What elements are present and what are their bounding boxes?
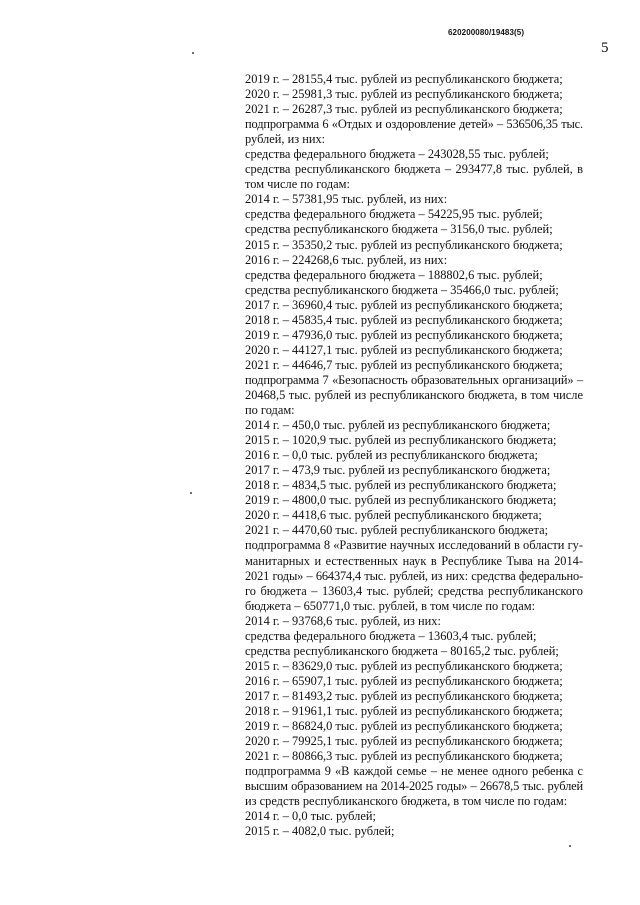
text-line: 2014 г. – 0,0 тыс. рублей; (245, 809, 376, 824)
text-line: средства республиканского бюджета – 35466,0 тыс. рублей; (245, 282, 559, 297)
text-line: из средств республиканского бюджета, в том числе по годам: (245, 794, 568, 809)
text-line: 2019 г. – 28155,4 тыс. рублей из республиканского бюджета; (245, 72, 563, 86)
text-line: 2017 г. – 81493,2 тыс. рублей из республиканского бюджета; (245, 688, 563, 703)
text-line: бюджета – 650771,0 тыс. рублей, в том числе по годам: (245, 598, 536, 613)
text-line: 2018 г. – 91961,1 тыс. рублей из республиканского бюджета; (245, 703, 563, 718)
text-line: 2021 г. – 44646,7 тыс. рублей из республиканского бюджета; (245, 357, 563, 372)
text-line: 2020 г. – 25981,3 тыс. рублей из республиканского бюджета; (245, 87, 563, 102)
text-line: подпрограмма 6 «Отдых и оздоровление детей» – 536506,35 тыс. (245, 117, 583, 132)
text-line: средства федерального бюджета – 13603,4 тыс. рублей; (245, 628, 537, 643)
text-line: 2020 г. – 79925,1 тыс. рублей из республиканского бюджета; (245, 734, 563, 749)
scan-speck (569, 845, 571, 847)
text-line: 2021 г. – 26287,3 тыс. рублей из республиканского бюджета; (245, 102, 563, 117)
text-line: 2019 г. – 4800,0 тыс. рублей из республиканского бюджета; (245, 493, 557, 508)
text-line: 20468,5 тыс. рублей из республиканского бюджета, в том числе (245, 387, 583, 402)
text-line: средства федерального бюджета – 243028,55 тыс. рублей; (245, 147, 549, 162)
text-line: 2014 г. – 57381,95 тыс. рублей, из них: (245, 192, 448, 207)
text-line: 2016 г. – 0,0 тыс. рублей из республиканского бюджета; (245, 448, 538, 463)
text-line: 2017 г. – 36960,4 тыс. рублей из республиканского бюджета; (245, 297, 563, 312)
document-body (245, 72, 583, 839)
text-line: рублей, из них: (245, 132, 326, 147)
text-line: средства республиканского бюджета – 293477,8 тыс. рублей, в (245, 162, 583, 177)
text-line: 2016 г. – 224268,6 тыс. рублей, из них: (245, 252, 448, 267)
text-line: 2018 г. – 4834,5 тыс. рублей из республиканского бюджета; (245, 478, 557, 493)
text-line: высшим образованием на 2014-2025 годы» – 26678,5 тыс. рублей (245, 779, 583, 794)
text-line: подпрограмма 7 «Безопасность образовательных организаций» – (245, 372, 583, 387)
text-line: 2014 г. – 450,0 тыс. рублей из республиканского бюджета; (245, 418, 551, 433)
text-line: 2015 г. – 83629,0 тыс. рублей из республиканского бюджета; (245, 658, 563, 673)
text-line: 2020 г. – 44127,1 тыс. рублей из республиканского бюджета; (245, 342, 563, 357)
document-id: 620200080/19483(5) (448, 28, 525, 37)
text-line: по годам: (245, 403, 295, 418)
text-line: средства федерального бюджета – 54225,95 тыс. рублей; (245, 207, 543, 222)
text-line: 2015 г. – 35350,2 тыс. рублей из республиканского бюджета; (245, 237, 563, 252)
text-line: 2019 г. – 47936,0 тыс. рублей из республиканского бюджета; (245, 327, 563, 342)
text-line: 2020 г. – 4418,6 тыс. рублей республиканского бюджета; (245, 508, 542, 523)
text-line: манитарных и естественных наук в Республике Тыва на 2014- (245, 553, 583, 568)
text-line: 2017 г. – 473,9 тыс. рублей из республиканского бюджета; (245, 463, 551, 478)
text-line: 2016 г. – 65907,1 тыс. рублей из республиканского бюджета; (245, 673, 563, 688)
text-line: подпрограмма 9 «В каждой семье – не менее одного ребенка с (245, 764, 583, 779)
text-line: 2015 г. – 4082,0 тыс. рублей; (245, 824, 395, 839)
page-number: 5 (601, 40, 609, 56)
scan-speck (192, 52, 194, 54)
text-line: 2021 годы» – 664374,4 тыс. рублей, из них: средства федерально- (245, 568, 583, 583)
text-line: 2021 г. – 4470,60 тыс. рублей республиканского бюджета; (245, 523, 549, 538)
text-line: средства республиканского бюджета – 3156,0 тыс. рублей; (245, 222, 553, 237)
text-line: 2015 г. – 1020,9 тыс. рублей из республиканского бюджета; (245, 433, 557, 448)
text-line: 2021 г. – 80866,3 тыс. рублей из республиканского бюджета; (245, 749, 563, 764)
text-line: 2018 г. – 45835,4 тыс. рублей из республиканского бюджета; (245, 312, 563, 327)
text-line: 2014 г. – 93768,6 тыс. рублей, из них: (245, 613, 441, 628)
text-line: том числе по годам: (245, 177, 350, 192)
scan-speck (190, 492, 192, 494)
text-line: 2019 г. – 86824,0 тыс. рублей из республиканского бюджета; (245, 719, 563, 734)
text-line: подпрограмма 8 «Развитие научных исследований в области гу- (245, 538, 583, 553)
text-line: средства республиканского бюджета – 80165,2 тыс. рублей; (245, 643, 559, 658)
text-line: средства федерального бюджета – 188802,6 тыс. рублей; (245, 267, 543, 282)
text-line: го бюджета – 13603,4 тыс. рублей; средства республиканского (245, 583, 583, 598)
